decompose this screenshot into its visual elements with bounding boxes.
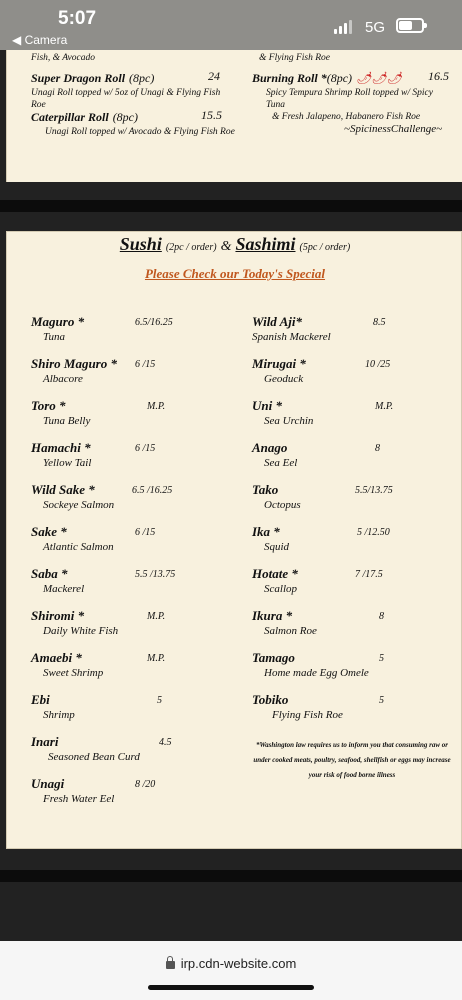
roll-pieces: (8pc)	[129, 71, 155, 85]
lock-icon	[166, 961, 175, 969]
item-price: 6 /15	[135, 527, 156, 538]
item-name: Shiromi *	[31, 608, 85, 623]
chili-pepper-icon: 🌶🌶🌶	[356, 71, 402, 85]
browser-address-bar[interactable]	[0, 941, 462, 1000]
item-desc: Tuna Belly	[43, 415, 91, 427]
item-name: Hotate *	[252, 566, 298, 581]
item-desc: Salmon Roe	[264, 625, 317, 637]
menu-item	[252, 566, 298, 595]
item-desc: Home made Egg Omele	[264, 667, 369, 679]
item-price: M.P.	[147, 401, 166, 412]
item-price: 5.5 /13.75	[135, 569, 176, 580]
item-price: 4.5	[159, 737, 172, 748]
menu-item	[252, 314, 331, 343]
item-name: Wild Aji*	[252, 314, 302, 329]
menu-item	[252, 608, 317, 637]
item-desc: Spanish Mackerel	[252, 331, 331, 343]
item-name: Hamachi *	[31, 440, 91, 455]
url-text: irp.cdn-website.com	[180, 956, 297, 971]
menu-item	[252, 524, 289, 553]
item-name: Ikura *	[252, 608, 293, 623]
item-name: Mirugai *	[252, 356, 306, 371]
item-desc: Yellow Tail	[43, 457, 92, 469]
roll-price: 16.5	[428, 69, 449, 83]
item-desc: Mackerel	[43, 583, 85, 595]
roll-price: 24	[208, 69, 220, 83]
item-desc: Seasoned Bean Curd	[48, 751, 140, 763]
menu-item	[31, 314, 84, 343]
item-price: 5 /12.50	[357, 527, 390, 538]
item-price: 5	[379, 695, 384, 706]
status-bar	[0, 0, 462, 50]
ampersand: &	[220, 239, 232, 254]
item-desc: Tuna	[43, 331, 66, 343]
sushi-sashimi-section	[6, 231, 462, 849]
menu-item	[31, 608, 118, 637]
item-name: Uni *	[252, 398, 282, 413]
item-name: Shiro Maguro *	[31, 356, 117, 371]
back-to-camera-link[interactable]: ◀ Camera	[12, 33, 68, 47]
item-price: 8.5	[373, 317, 386, 328]
sushi-note: (2pc / order)	[165, 242, 217, 253]
item-price: 6 /15	[135, 443, 156, 454]
roll-menu-section	[6, 50, 462, 182]
item-price: 7 /17.5	[355, 569, 383, 580]
item-desc: Scallop	[264, 583, 297, 595]
item-name: Toro *	[31, 398, 66, 413]
item-desc: Flying Fish Roe	[272, 709, 343, 721]
item-desc: Sea Eel	[264, 457, 298, 469]
item-name: Sake *	[31, 524, 67, 539]
menu-item	[31, 692, 75, 721]
spiciness-challenge: ~SpicinessChallenge~	[344, 123, 443, 135]
menu-item	[31, 566, 84, 595]
home-indicator[interactable]	[148, 985, 314, 990]
roll-name: Caterpillar Roll	[31, 110, 109, 124]
menu-item	[31, 650, 103, 679]
food-safety-disclaimer: *Washington law requires us to inform you that consuming raw or under cooked meats, poultry, seafood, shellfish or eggs may increase your risk of food borne illness	[253, 741, 451, 779]
item-price: 8	[379, 611, 384, 622]
item-desc: Squid	[264, 541, 290, 553]
roll-item	[31, 69, 231, 111]
item-name: Maguro *	[31, 314, 85, 329]
divider-band	[0, 870, 462, 882]
item-name: Amaebi *	[31, 650, 82, 665]
cut-off-desc-left: Fish, & Avocado	[31, 53, 95, 63]
menu-item	[252, 398, 313, 427]
item-name: Tako	[252, 482, 279, 497]
item-price: 5	[379, 653, 384, 664]
item-price: 6.5/16.25	[135, 317, 173, 328]
item-price: 8	[375, 443, 380, 454]
roll-desc: & Fresh Jalapeno, Habanero Fish Roe	[272, 112, 421, 122]
item-name: Ika *	[252, 524, 280, 539]
roll-desc: Unagi Roll topped w/ 5oz of Unagi & Flying Fish Roe	[31, 88, 221, 110]
roll-name: Super Dragon Roll	[31, 71, 126, 85]
item-price: 5.5/13.75	[355, 485, 393, 496]
menu-item	[31, 356, 117, 385]
menu-item	[252, 482, 301, 511]
roll-price: 15.5	[201, 108, 222, 122]
menu-item	[252, 356, 306, 385]
divider-band	[0, 200, 462, 212]
item-name: Tobiko	[252, 692, 289, 707]
item-desc: Sockeye Salmon	[43, 499, 115, 511]
signal-icon	[334, 20, 352, 34]
menu-item	[31, 440, 91, 469]
item-desc: Sea Urchin	[264, 415, 314, 427]
item-desc: Shrimp	[43, 709, 75, 721]
item-price: M.P.	[147, 653, 166, 664]
menu-item	[31, 524, 114, 553]
url-display[interactable]	[0, 956, 462, 971]
section-title	[7, 234, 462, 255]
item-name: Wild Sake *	[31, 482, 95, 497]
item-price: 5	[157, 695, 162, 706]
item-name: Ebi	[31, 692, 50, 707]
sashimi-note: (5pc / order)	[299, 242, 351, 253]
menu-item	[252, 650, 369, 679]
item-price: 10 /25	[365, 359, 391, 370]
menu-item	[31, 776, 114, 805]
roll-item	[31, 108, 241, 138]
sushi-title: Sushi	[119, 234, 162, 254]
todays-special-link[interactable]: Please Check our Today's Special	[144, 266, 326, 281]
item-desc: Daily White Fish	[43, 625, 119, 637]
item-name: Anago	[252, 440, 288, 455]
cut-off-desc-right: & Flying Fish Roe	[259, 53, 330, 63]
item-name: Tamago	[252, 650, 295, 665]
menu-item	[31, 482, 114, 511]
item-desc: Albacore	[43, 373, 83, 385]
roll-desc: Unagi Roll topped w/ Avocado & Flying Fish Roe	[45, 127, 235, 137]
item-price: M.P.	[147, 611, 166, 622]
roll-name: Burning Roll *	[252, 71, 327, 85]
item-name: Saba *	[31, 566, 68, 581]
item-price: 6 /15	[135, 359, 156, 370]
item-desc: Fresh Water Eel	[43, 793, 115, 805]
sashimi-title: Sashimi	[235, 234, 296, 254]
roll-desc: Spicy Tempura Shrimp Roll topped w/ Spicy Tuna	[266, 88, 433, 110]
item-desc: Atlantic Salmon	[43, 541, 114, 553]
item-price: 6.5 /16.25	[132, 485, 173, 496]
roll-pieces: (8pc)	[112, 110, 139, 124]
menu-item	[31, 398, 90, 427]
menu-item	[252, 440, 297, 469]
network-label: 5G	[365, 19, 386, 36]
item-price: M.P.	[375, 401, 394, 412]
item-desc: Octopus	[264, 499, 301, 511]
menu-item	[31, 734, 140, 763]
roll-pieces: (8pc)	[326, 71, 353, 85]
item-desc: Geoduck	[264, 373, 304, 385]
menu-item	[252, 692, 343, 721]
item-name: Unagi	[31, 776, 65, 791]
item-desc: Sweet Shrimp	[43, 667, 104, 679]
status-time: 5:07	[58, 8, 97, 29]
roll-item	[252, 69, 452, 135]
item-name: Inari	[31, 734, 59, 749]
item-price: 8 /20	[135, 779, 156, 790]
battery-icon	[396, 18, 424, 33]
